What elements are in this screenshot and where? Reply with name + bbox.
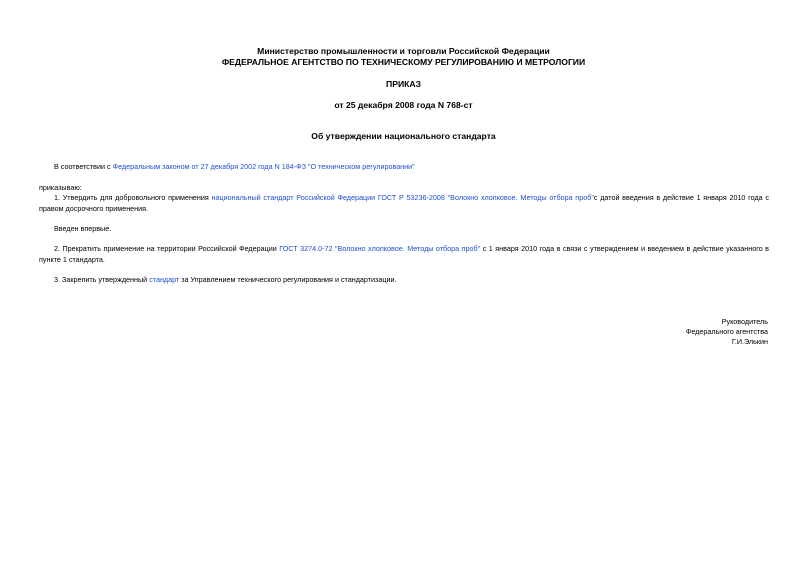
standard-link[interactable]: стандарт: [149, 275, 180, 284]
item-3-prefix: 3. Закрепить утвержденный: [54, 275, 150, 284]
ministry-title: Министерство промышленности и торговли Российской Федерации: [257, 46, 550, 56]
item-2-prefix: 2. Прекратить применение на территории Российской Федерации: [54, 244, 280, 253]
signature-name: Г.И.Элькин: [731, 337, 768, 346]
item-1-suffix: с датой введения в действие 1 января 2010 года с правом досрочного применения.: [39, 193, 769, 213]
item-3-suffix: за Управлением технического регулирования и стандартизации.: [179, 275, 397, 284]
introduced-note: Введен впервые.: [54, 224, 112, 233]
signature-position: Руководитель: [721, 317, 768, 326]
signature-organization: Федерального агентства: [685, 327, 768, 336]
federal-law-link[interactable]: Федеральным законом от 27 декабря 2002 года N 184-ФЗ "О техническом регулировании": [112, 162, 415, 171]
document-subject: Об утверждении национального стандарта: [311, 131, 496, 141]
agency-title: ФЕДЕРАЛЬНОЕ АГЕНТСТВО ПО ТЕХНИЧЕСКОМУ РЕГУЛИРОВАНИЮ И МЕТРОЛОГИИ: [221, 57, 586, 67]
item-2-paragraph: [39, 244, 769, 265]
document-date: от 25 декабря 2008 года N 768-ст: [334, 100, 473, 110]
intro-prefix: В соответствии с: [54, 162, 113, 171]
item-2-suffix: с 1 января 2010 года в связи с утверждением и введением в действие указанного в пункте 1 стандарта.: [39, 244, 769, 264]
gost-3274-link[interactable]: ГОСТ 3274.0-72 "Волокно хлопковое. Методы отбора проб": [279, 244, 481, 253]
item-1-paragraph: [39, 193, 769, 214]
item-1-prefix: 1. Утвердить для добровольного применения: [54, 193, 212, 202]
gost-r-53236-link[interactable]: национальный стандарт Российской Федерации ГОСТ Р 53236-2008 "Волокно хлопковое. Методы отбора проб": [211, 193, 594, 202]
intro-paragraph: [54, 162, 769, 173]
document-type: ПРИКАЗ: [386, 79, 421, 89]
item-3-paragraph: [54, 275, 397, 286]
order-word: приказываю:: [39, 183, 82, 192]
